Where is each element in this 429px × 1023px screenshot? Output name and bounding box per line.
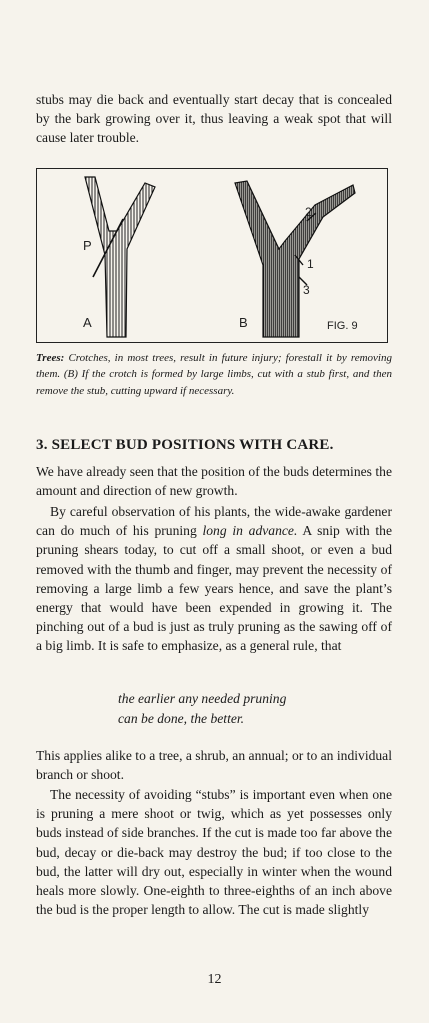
quote-line-1: the earlier any needed pruning bbox=[118, 691, 287, 706]
paragraph-3: This applies alike to a tree, a shrub, an annual; or to an individual branch or shoot. bbox=[36, 748, 392, 783]
cut-label-3: 3 bbox=[303, 283, 310, 297]
paragraph-2-start: By careful observation of his plants, the wide-awake gardener can do much of his pruning bbox=[36, 504, 392, 539]
section-heading: 3. SELECT BUD POSITIONS WITH CARE. bbox=[36, 437, 334, 453]
cut-label-2: 2 bbox=[305, 205, 312, 219]
figure-9 bbox=[36, 168, 388, 343]
figure-number: FIG. 9 bbox=[327, 320, 358, 332]
label-a: A bbox=[83, 315, 92, 330]
intro-paragraph: stubs may die back and eventually start decay that is concealed by the bark growing over it, thus leaving a weak spot that will cause later trouble. bbox=[36, 92, 392, 146]
cut-label-1: 1 bbox=[307, 257, 314, 271]
figure-caption bbox=[36, 350, 392, 399]
rule-quote bbox=[118, 689, 286, 729]
quote-line-2: can be done, the better. bbox=[118, 711, 245, 726]
tree-b bbox=[235, 181, 355, 337]
label-b: B bbox=[239, 315, 248, 330]
label-p: P bbox=[83, 238, 92, 253]
tree-a bbox=[85, 177, 155, 337]
paragraph-2 bbox=[36, 502, 392, 656]
paragraph-4: The necessity of avoiding “stubs” is important even when one is pruning a mere shoot or twig, which as yet possesses only buds instead of side branches. If the cut is made too far above the bud, decay or die-back may destroy the bud; if too close to the bud, the latter will dry out, especially in winter when the wound heals more slowly. One-eighth to three-eighths of an inch above the bud is the proper length to allow. The cut is made slightly bbox=[36, 787, 392, 918]
paragraph-1: We have already seen that the position of the buds determines the amount and direction of new growth. bbox=[36, 464, 392, 499]
paragraph-2-end: A snip with the pruning shears today, to cut off a small shoot, or even a bud removed with the thumb and finger, may prevent the necessity of removing a large limb a few years hence, and save the plant’s energy that would have been expended in growing it. The pinching out of a bud is just as truly pruning as the sawing off of a big limb. It is safe to emphasize, as a general rule, that bbox=[36, 523, 392, 654]
caption-text: Crotches, in most trees, result in future injury; forestall it by removing them. (B) If the crotch is formed by large limbs, cut with a stub first, and then remove the stub, cutting upward if necessary. bbox=[36, 352, 392, 397]
page-number: 12 bbox=[207, 972, 222, 987]
paragraph-2-emphasis: long in advance. bbox=[202, 523, 298, 539]
caption-lead: Trees: bbox=[36, 352, 65, 364]
